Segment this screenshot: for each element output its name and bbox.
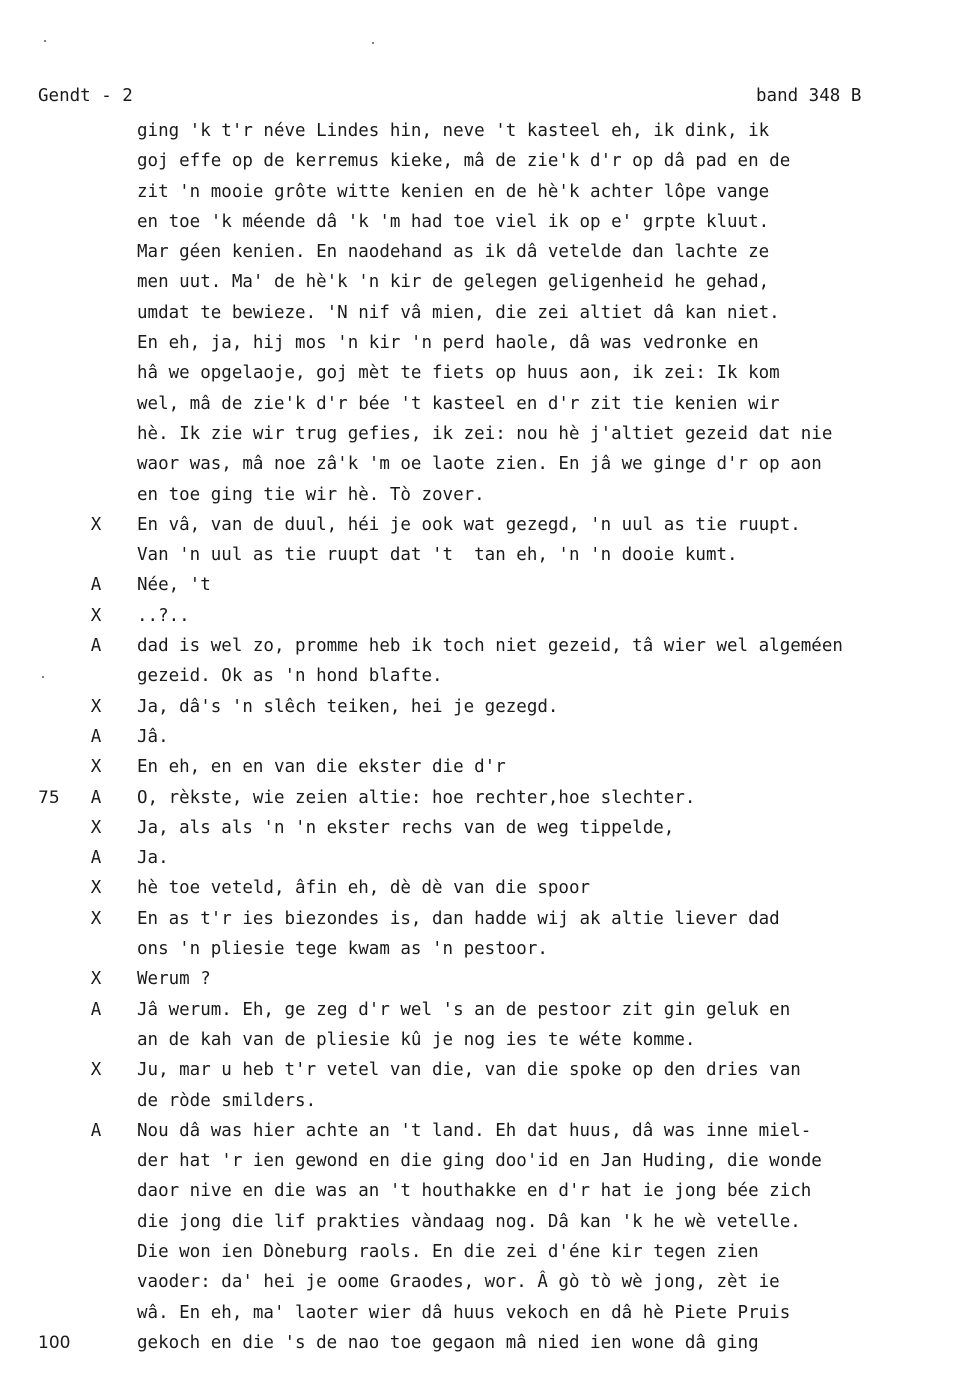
line-text: hè toe veteld, âfin eh, dè dè van die spoor [137, 878, 591, 899]
line-text: gezeid. Ok as 'n hond blafte. [137, 666, 443, 687]
line-text: daor nive en die was an 't houthakke en d'r hat ie jong bée zich [137, 1181, 812, 1202]
line-text: ..?.. [137, 605, 190, 626]
transcript-line [0, 1146, 979, 1176]
line-text: En eh, ja, hij mos 'n kir 'n perd haole, dâ was vedronke en [137, 333, 759, 354]
line-text: Jâ werum. Eh, ge zeg d'r wel 's an de pestoor zit gin geluk en [137, 999, 791, 1020]
transcript-line [0, 358, 979, 388]
line-text: Ju, mar u heb t'r vetel van die, van die spoke op den dries van [137, 1060, 801, 1081]
transcript-line [0, 1298, 979, 1328]
line-text: wâ. En eh, ma' laoter wier dâ huus vekoch en dâ hè Piete Pruis [137, 1302, 791, 1323]
line-text: Ja, als als 'n 'n ekster rechs van de weg tippelde, [137, 817, 675, 838]
line-text: En as t'r ies biezondes is, dan hadde wij ak altie liever dad [137, 908, 780, 929]
line-text: Werum ? [137, 969, 211, 990]
transcript-line [0, 419, 979, 449]
transcript-line [0, 207, 979, 237]
line-text: waor was, mâ noe zâ'k 'm oe laote zien. En jâ we ginge d'r op aon [137, 454, 822, 475]
transcript-line [0, 146, 979, 176]
transcript-line [0, 298, 979, 328]
line-text: umdat te bewieze. 'N nif vâ mien, die zei altiet dâ kan niet. [137, 302, 780, 323]
transcript-line [0, 510, 979, 540]
line-text: Van 'n uul as tie ruupt dat 't tan eh, 'n 'n dooie kumt. [137, 545, 738, 566]
line-number: 100 [38, 1332, 71, 1353]
line-text: dad is wel zo, promme heb ik toch niet gezeid, tâ wier wel algeméen [137, 636, 843, 657]
transcript-line [0, 328, 979, 358]
line-text: goj effe op de kerremus kieke, mâ de zie'k d'r op dâ pad en de [137, 151, 791, 172]
line-text: ging 'k t'r néve Lindes hin, neve 't kasteel eh, ik dink, ik [137, 121, 770, 141]
line-text: en toe 'k méende dâ 'k 'm had toe viel ik op e' grpte kluut. [137, 211, 770, 232]
transcript-line [0, 601, 979, 631]
transcript-line [0, 480, 979, 510]
line-text: En vâ, van de duul, héi je ook wat gezegd, 'n uul as tie ruupt. [137, 514, 801, 535]
speaker-label: A [90, 787, 102, 808]
line-text: der hat 'r ien gewond en die ging doo'id en Jan Huding, die wonde [137, 1151, 822, 1172]
transcript-line [0, 631, 979, 661]
page-header-tape: band 348 B [756, 86, 862, 106]
transcript-line [0, 692, 979, 722]
line-text: gekoch en die 's de nao toe gegaon mâ nied ien wone dâ ging [137, 1332, 759, 1353]
transcript-line [0, 964, 979, 994]
line-text: an de kah van de pliesie kû je nog ies te wéte komme. [137, 1029, 696, 1050]
transcript-line [0, 1237, 979, 1267]
line-text: Jâ. [137, 726, 169, 747]
speaker-label: A [90, 575, 102, 596]
line-text: ons 'n pliesie tege kwam as 'n pestoor. [137, 939, 548, 960]
speaker-label: X [90, 817, 102, 838]
transcript-line [0, 237, 979, 267]
transcript-line [0, 783, 979, 813]
speaker-label: X [90, 908, 102, 929]
transcript-line [0, 904, 979, 934]
page-header-location: Gendt - 2 [38, 86, 133, 106]
transcript-line [0, 1176, 979, 1206]
speaker-label: A [90, 1120, 102, 1141]
line-number: 75 [38, 787, 60, 808]
transcript-line [0, 1328, 979, 1358]
transcript-line [0, 449, 979, 479]
line-text: vaoder: da' hei je oome Graodes, wor. Â gò tò wè jong, zèt ie [137, 1272, 780, 1293]
transcript-line [0, 1207, 979, 1237]
line-text: Mar géen kenien. En naodehand as ik dâ vetelde dan lachte ze [137, 242, 770, 263]
speaker-label: X [90, 605, 102, 626]
line-text: en toe ging tie wir hè. Tò zover. [137, 484, 485, 505]
speaker-label: A [90, 848, 102, 869]
transcript-line [0, 1055, 979, 1085]
transcript-line [0, 116, 979, 146]
transcript-line [0, 540, 979, 570]
line-text: Ja, dâ's 'n slêch teiken, hei je gezegd. [137, 696, 559, 717]
transcript-line [0, 1267, 979, 1297]
line-text: Ja. [137, 848, 169, 869]
speaker-label: A [90, 726, 102, 747]
transcript-line [0, 177, 979, 207]
speaker-label: A [90, 999, 102, 1020]
line-text: En eh, en en van die ekster die d'r [137, 757, 506, 778]
line-text: zit 'n mooie grôte witte kenien en de hè'k achter lôpe vange [137, 181, 770, 202]
line-text: men uut. Ma' de hè'k 'n kir de gelegen geligenheid he gehad, [137, 272, 770, 293]
line-text: Die won ien Dòneburg raols. En die zei d'éne kir tegen zien [137, 1241, 759, 1262]
transcript-line [0, 934, 979, 964]
transcript-line [0, 1025, 979, 1055]
transcript-line [0, 389, 979, 419]
line-text: Née, 't [137, 575, 211, 596]
line-text: hè. Ik zie wir trug gefies, ik zei: nou hè j'altiet gezeid dat nie [137, 423, 833, 444]
speaker-label: X [90, 878, 102, 899]
scan-speck [44, 40, 46, 42]
transcript-line [0, 1116, 979, 1146]
speaker-label: A [90, 636, 102, 657]
transcript-lines [0, 116, 979, 1358]
line-text: Nou dâ was hier achte an 't land. Eh dat huus, dâ was inne miel- [137, 1120, 812, 1141]
transcript-line [0, 267, 979, 297]
transcript-line [0, 661, 979, 691]
line-text: de ròde smilders. [137, 1090, 317, 1111]
line-text: hâ we opgelaoje, goj mèt te fiets op huus aon, ik zei: Ik kom [137, 363, 780, 384]
transcript-line [0, 843, 979, 873]
transcript-line [0, 1086, 979, 1116]
transcript-line [0, 570, 979, 600]
line-text: wel, mâ de zie'k d'r bée 't kasteel en d'r zit tie kenien wir [137, 393, 780, 414]
speaker-label: X [90, 696, 102, 717]
transcript-line [0, 873, 979, 903]
line-text: die jong die lif prakties vàndaag nog. Dâ kan 'k he wè vetelle. [137, 1211, 801, 1232]
transcript-line [0, 752, 979, 782]
transcript-line [0, 995, 979, 1025]
scan-speck [42, 676, 44, 678]
transcript-line [0, 722, 979, 752]
speaker-label: X [90, 1060, 102, 1081]
scan-speck [372, 42, 374, 44]
speaker-label: X [90, 969, 102, 990]
speaker-label: X [90, 757, 102, 778]
transcript-line [0, 813, 979, 843]
speaker-label: X [90, 514, 102, 535]
line-text: O, rèkste, wie zeien altie: hoe rechter,hoe slechter. [137, 787, 696, 808]
